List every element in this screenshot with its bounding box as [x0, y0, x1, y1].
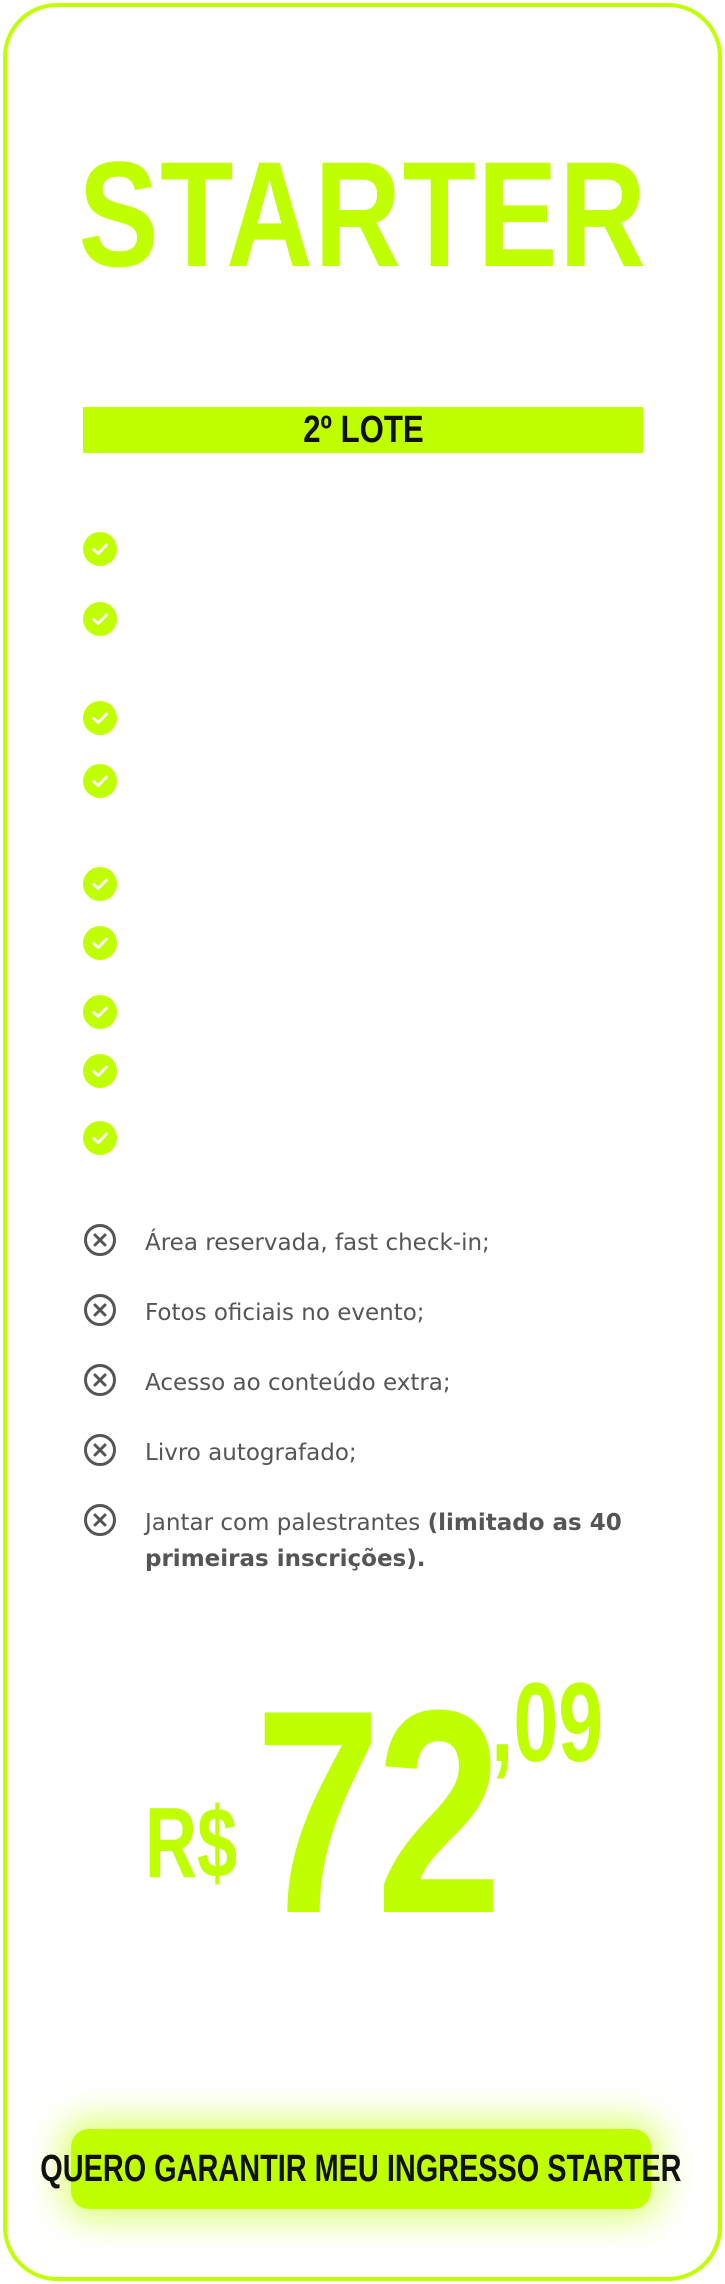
excluded-feature-text — [145, 1505, 665, 1577]
price-amount: 72 — [255, 1650, 498, 1974]
check-circle-icon — [83, 1121, 117, 1155]
price-cents: ,09 — [491, 1660, 604, 1785]
check-circle-icon — [83, 602, 117, 636]
buy-ticket-label: QUERO GARANTIR MEU INGRESSO STARTER — [40, 2147, 682, 2190]
x-circle-icon — [83, 1433, 117, 1467]
x-circle-icon — [83, 1223, 117, 1257]
price-currency: R$ — [145, 1787, 238, 1899]
plan-title: STARTER — [78, 130, 648, 298]
check-circle-icon — [83, 867, 117, 901]
x-circle-icon — [83, 1363, 117, 1397]
lot-label: 2º LOTE — [302, 408, 424, 451]
check-circle-icon — [83, 764, 117, 798]
check-circle-icon — [83, 995, 117, 1029]
excluded-feature-note: (limitado as 40 primeiras inscrições). — [145, 1510, 622, 1572]
x-circle-icon — [83, 1503, 117, 1537]
excluded-feature-label: Acesso ao conteúdo extra; — [145, 1370, 451, 1396]
pricing-card — [3, 3, 722, 2281]
check-circle-icon — [83, 701, 117, 735]
buy-ticket-button[interactable] — [40, 2129, 682, 2209]
check-circle-icon — [83, 532, 117, 566]
lot-badge — [83, 407, 643, 453]
check-circle-icon — [83, 1054, 117, 1088]
excluded-feature-label: Fotos oficiais no evento; — [145, 1300, 425, 1326]
excluded-feature-label: Livro autografado; — [145, 1440, 357, 1466]
check-circle-icon — [83, 926, 117, 960]
x-circle-icon — [83, 1293, 117, 1327]
excluded-feature-label: Área reservada, fast check-in; — [145, 1230, 490, 1256]
excluded-feature-label: Jantar com palestrantes — [145, 1510, 428, 1536]
